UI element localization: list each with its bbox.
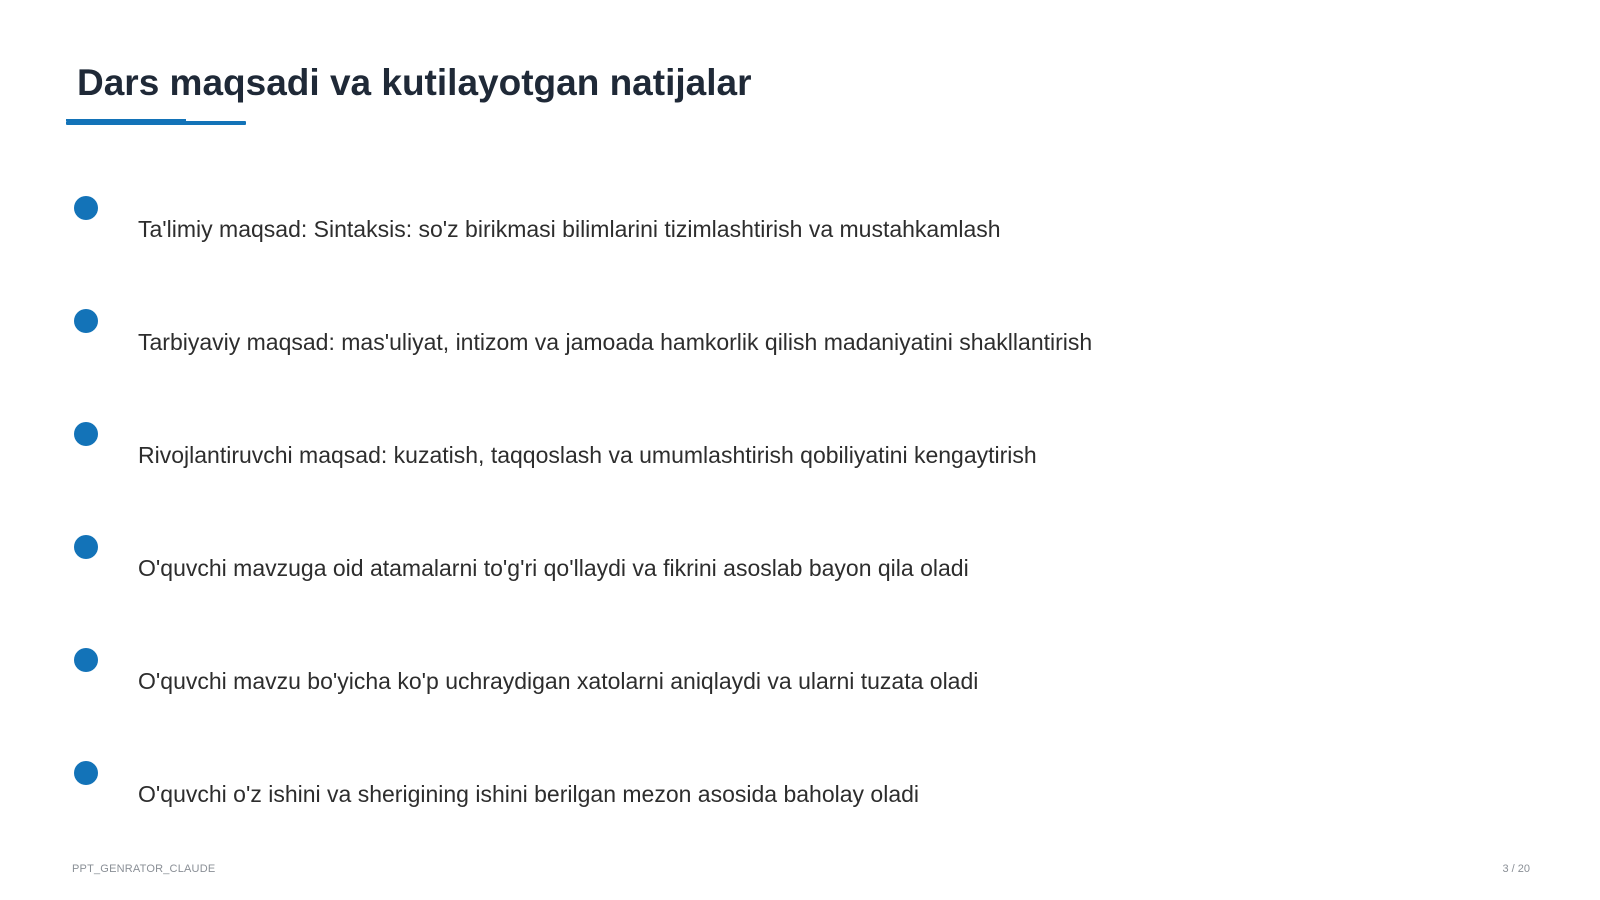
bullet-dot-icon [74, 309, 98, 333]
bullet-dot-icon [74, 422, 98, 446]
bullet-text: Tarbiyaviy maqsad: mas'uliyat, intizom va jamoada hamkorlik qilish madaniyatini shakllantirish [138, 329, 1093, 355]
bullet-text: Ta'limiy maqsad: Sintaksis: so'z birikmasi bilimlarini tizimlashtirish va mustahkamlash [138, 216, 1001, 242]
slide-title: Dars maqsadi va kutilayotgan natijalar [77, 62, 752, 103]
title-underline [66, 121, 246, 125]
page-indicator: 3 / 20 [1502, 863, 1530, 875]
list-item [74, 196, 1474, 256]
bullet-dot-icon [74, 648, 98, 672]
bullet-dot-icon [74, 196, 98, 220]
bullet-dot-icon [74, 761, 98, 785]
list-item [74, 535, 1474, 595]
list-item [74, 648, 1474, 708]
list-item [74, 422, 1474, 482]
list-item [74, 309, 1474, 369]
footer-label: PPT_GENRATOR_CLAUDE [72, 863, 216, 875]
bullet-text: Rivojlantiruvchi maqsad: kuzatish, taqqoslash va umumlashtirish qobiliyatini kengaytirish [138, 442, 1037, 468]
bullet-text: O'quvchi o'z ishini va sherigining ishini berilgan mezon asosida baholay oladi [138, 781, 920, 807]
bullet-text: O'quvchi mavzuga oid atamalarni to'g'ri qo'llaydi va fikrini asoslab bayon qila oladi [138, 555, 969, 581]
list-item [74, 761, 1474, 821]
bullet-dot-icon [74, 535, 98, 559]
bullet-text: O'quvchi mavzu bo'yicha ko'p uchraydigan xatolarni aniqlaydi va ularni tuzata oladi [138, 668, 979, 694]
